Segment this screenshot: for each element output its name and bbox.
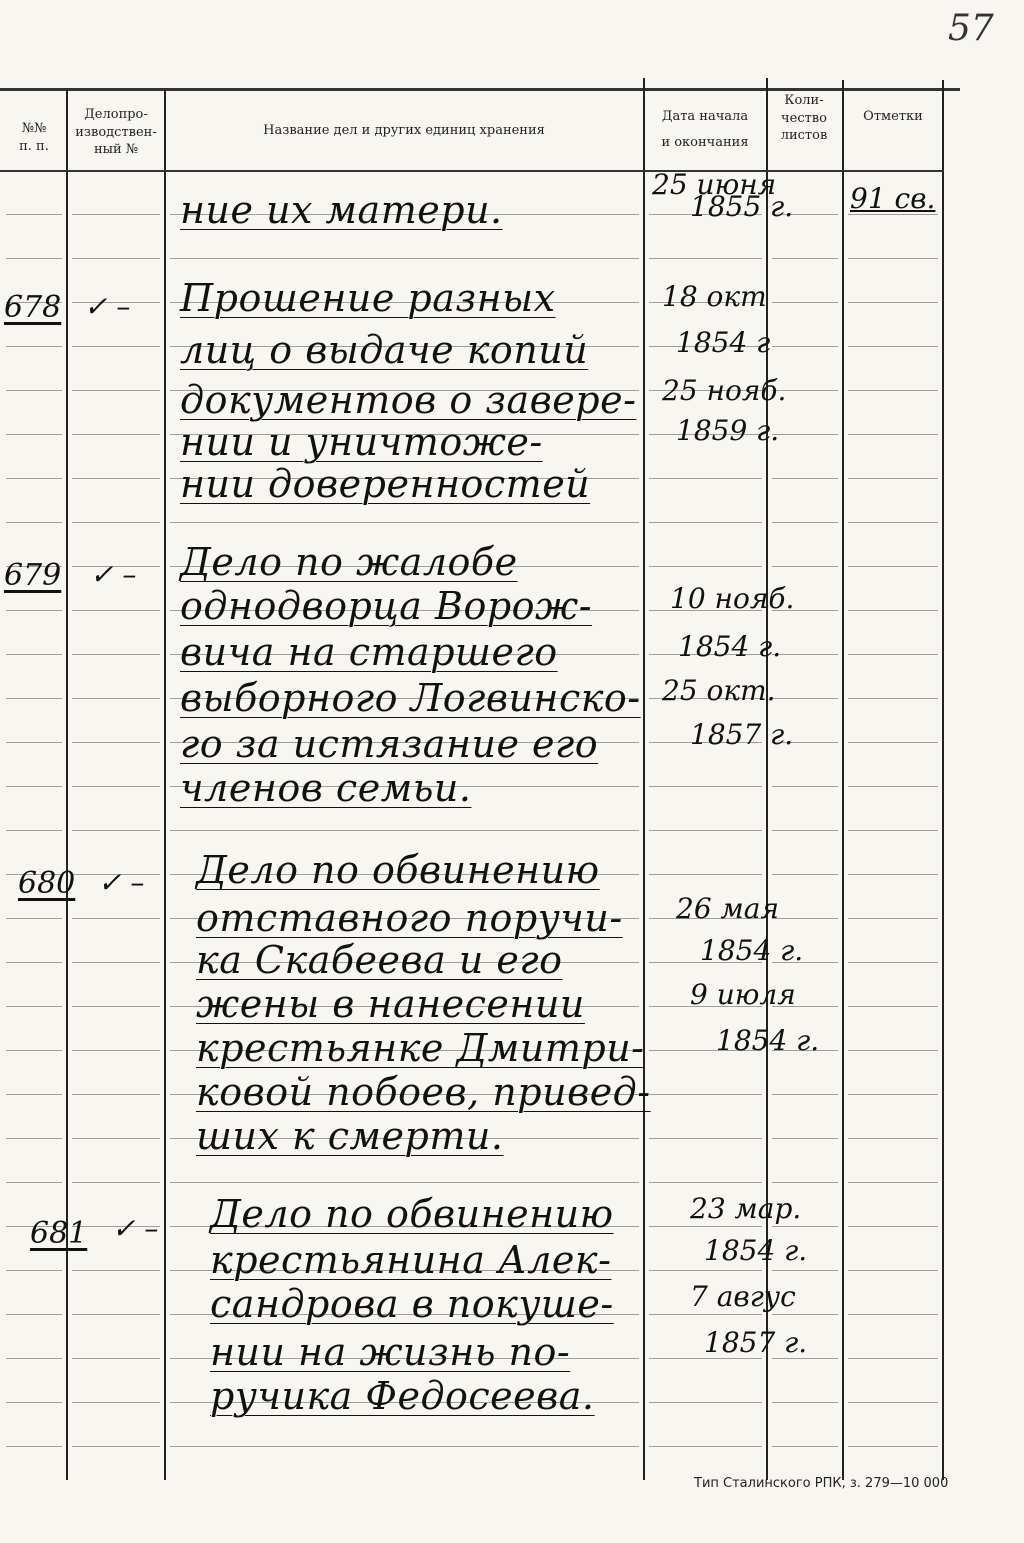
top-rule [0, 88, 960, 91]
ruling-line [772, 874, 838, 875]
entry-679-date: 1857 г. [690, 718, 794, 751]
ruling-line [649, 1094, 762, 1095]
printer-imprint: Тип Сталинского РПК, з. 279—10 000 [694, 1476, 949, 1491]
entry-680-number: 680 [18, 866, 76, 901]
entry-681-date: 1857 г. [704, 1326, 808, 1359]
ruling-line [649, 874, 762, 875]
ruling-line [848, 434, 938, 435]
entry-681-date: 1854 г. [704, 1234, 808, 1267]
entry-680-date: 1854 г. [700, 934, 804, 967]
ruling-line [6, 1182, 62, 1183]
ruling-line [6, 786, 62, 787]
entry-679-number: 679 [4, 558, 62, 593]
ruling-line [649, 1138, 762, 1139]
ruling-line [772, 918, 838, 919]
ruling-line [649, 1446, 762, 1447]
ruling-line [848, 522, 938, 523]
ruling-line [649, 1314, 762, 1315]
ruling-line [649, 1270, 762, 1271]
ruling-line [848, 1050, 938, 1051]
entry-678-check-mark: ✓ – [84, 290, 131, 323]
continuation-title: ние их матери. [180, 188, 503, 232]
ruling-line [772, 1314, 838, 1315]
header-title: Название дел и других единиц хранения [263, 123, 545, 138]
entry-680-date: 1854 г. [716, 1024, 820, 1057]
entry-678-title-line: документов о завере- [180, 378, 637, 422]
header-notes: Отметки [863, 109, 923, 124]
entry-679-title-line: выборного Логвинско- [180, 676, 641, 720]
entry-681-title-line: Дело по обвинению [210, 1192, 614, 1236]
ruling-line [6, 1094, 62, 1095]
page-number: 57 [948, 8, 994, 49]
ruling-line [848, 566, 938, 567]
entry-681-title-line: ручика Федосеева. [210, 1374, 595, 1418]
ruling-line [772, 434, 838, 435]
ruling-line [72, 698, 160, 699]
ruling-line [772, 1446, 838, 1447]
ruling-line [772, 522, 838, 523]
ruling-line [72, 214, 160, 215]
entry-680-check-mark: ✓ – [98, 866, 145, 899]
ruling-line [6, 1314, 62, 1315]
entry-678-title-line: нии доверенностей [180, 462, 591, 506]
ruling-line [6, 610, 62, 611]
header-case-number: Делопро- изводствен- ный № [75, 107, 157, 158]
column-divider [842, 80, 844, 1480]
entry-681-date: 23 мар. [690, 1192, 802, 1225]
ruling-line [848, 302, 938, 303]
ruling-line [772, 786, 838, 787]
ruling-line [6, 434, 62, 435]
ruling-line [772, 1138, 838, 1139]
ruling-line [649, 566, 762, 567]
ruling-line [170, 830, 639, 831]
ruling-line [649, 1182, 762, 1183]
ruling-line [170, 258, 639, 259]
ruling-line [772, 566, 838, 567]
ruling-line [848, 1270, 938, 1271]
ruling-line [72, 1358, 160, 1359]
ruling-line [72, 434, 160, 435]
ruling-line [6, 698, 62, 699]
ruling-line [6, 962, 62, 963]
entry-680-date: 26 мая [676, 892, 779, 925]
ruling-line [772, 1182, 838, 1183]
ruling-line [72, 1094, 160, 1095]
ruling-line [772, 1270, 838, 1271]
ruling-line [6, 1006, 62, 1007]
ruling-line [72, 390, 160, 391]
entry-681-title-line: крестьянина Алек- [210, 1238, 612, 1282]
ruling-line [6, 1050, 62, 1051]
ruling-line [72, 1138, 160, 1139]
ruling-line [649, 830, 762, 831]
ruling-line [72, 1182, 160, 1183]
header-dates: Дата начала и окончания [661, 109, 749, 150]
ruling-line [6, 742, 62, 743]
ruling-line [6, 522, 62, 523]
ruling-line [72, 522, 160, 523]
entry-679-title-line: го за истязание его [180, 722, 599, 766]
column-divider [66, 90, 68, 1480]
ruling-line [6, 478, 62, 479]
ruling-line [772, 258, 838, 259]
entry-678-title-line: Прошение разных [180, 276, 556, 320]
continuation-note: 91 св. [850, 182, 936, 215]
ruling-line [848, 1446, 938, 1447]
ruling-line [772, 1402, 838, 1403]
ruling-line [72, 654, 160, 655]
ruling-line [772, 698, 838, 699]
ruling-line [6, 830, 62, 831]
entry-678-date: 1854 г [676, 326, 771, 359]
entry-679-date: 1854 г. [678, 630, 782, 663]
ruling-line [72, 258, 160, 259]
ruling-line [649, 258, 762, 259]
ruling-line [848, 742, 938, 743]
ruling-line [848, 918, 938, 919]
ruling-line [72, 346, 160, 347]
column-divider [942, 80, 944, 1480]
ruling-line [72, 742, 160, 743]
ruling-line [6, 214, 62, 215]
entry-680-title-line: ковой побоев, привед- [196, 1070, 651, 1114]
ruling-line [772, 346, 838, 347]
ruling-line [848, 1094, 938, 1095]
entry-679-check-mark: ✓ – [90, 558, 137, 591]
ruling-line [649, 786, 762, 787]
entry-681-number: 681 [30, 1216, 88, 1251]
column-divider [643, 78, 645, 1480]
ruling-line [72, 1270, 160, 1271]
ruling-line [772, 478, 838, 479]
entry-680-title-line: Дело по обвинению [196, 848, 600, 892]
ruling-line [848, 1314, 938, 1315]
ruling-line [848, 874, 938, 875]
ruling-line [6, 390, 62, 391]
ruling-line [72, 830, 160, 831]
ruling-line [649, 478, 762, 479]
ruling-line [848, 698, 938, 699]
entry-679-title-line: вича на старшего [180, 630, 558, 674]
ruling-line [772, 302, 838, 303]
ruling-line [649, 1226, 762, 1227]
ruling-line [772, 830, 838, 831]
ruling-line [6, 654, 62, 655]
entry-678-title-line: нии и уничтоже- [180, 420, 543, 464]
entry-681-date: 7 авгус [690, 1280, 796, 1313]
entry-680-title-line: крестьянке Дмитри- [196, 1026, 645, 1070]
ruling-line [6, 918, 62, 919]
entry-681-title-line: сандрова в покуше- [210, 1282, 614, 1326]
entry-678-number: 678 [4, 290, 62, 325]
entry-680-date: 9 июля [690, 978, 796, 1011]
ruling-line [6, 1270, 62, 1271]
ruling-line [72, 962, 160, 963]
entry-678-date: 25 нояб. [662, 374, 787, 407]
ruling-line [6, 346, 62, 347]
ruling-line [72, 1314, 160, 1315]
ruling-line [72, 1446, 160, 1447]
ruling-line [848, 478, 938, 479]
ruling-line [848, 390, 938, 391]
ruling-line [848, 346, 938, 347]
ruling-line [170, 1446, 639, 1447]
ruling-line [848, 1182, 938, 1183]
ruling-line [848, 654, 938, 655]
ruling-line [6, 258, 62, 259]
entry-678-date: 18 окт [662, 280, 767, 313]
entry-679-title-line: однодворца Ворож- [180, 584, 593, 628]
entry-679-title-line: членов семьи. [180, 766, 472, 810]
ruling-line [848, 830, 938, 831]
entry-681-check-mark: ✓ – [112, 1212, 159, 1245]
continuation-date-start: 25 июня [652, 168, 777, 201]
entry-680-title-line: жены в нанесении [196, 982, 585, 1026]
ruling-line [848, 1402, 938, 1403]
entry-680-title-line: ка Скабеева и его [196, 938, 563, 982]
ruling-line [72, 918, 160, 919]
entry-678-date: 1859 г. [676, 414, 780, 447]
entry-680-title-line: отставного поручи- [196, 896, 623, 940]
ruling-line [72, 1006, 160, 1007]
entry-679-title-line: Дело по жалобе [180, 540, 518, 584]
ruling-line [772, 1094, 838, 1095]
entry-678-title-line: лиц о выдаче копий [180, 328, 589, 372]
ruling-line [848, 962, 938, 963]
ruling-line [72, 1050, 160, 1051]
ruling-line [72, 478, 160, 479]
entry-681-title-line: нии на жизнь по- [210, 1330, 571, 1374]
ruling-line [848, 1226, 938, 1227]
entry-679-date: 10 нояб. [670, 582, 795, 615]
ruling-line [848, 1358, 938, 1359]
ruling-line [72, 610, 160, 611]
entry-680-title-line: ших к смерти. [196, 1114, 504, 1158]
ruling-line [6, 1446, 62, 1447]
continuation-date-year: 1855 г. [690, 190, 794, 223]
ruling-line [6, 1358, 62, 1359]
ruling-line [848, 786, 938, 787]
ruling-line [170, 522, 639, 523]
ruling-line [6, 1402, 62, 1403]
ruling-line [772, 1226, 838, 1227]
ruling-line [72, 786, 160, 787]
entry-679-date: 25 окт. [662, 674, 776, 707]
ruling-line [6, 1138, 62, 1139]
ruling-line [649, 522, 762, 523]
header-num: №№ п. п. [19, 121, 49, 154]
ruling-line [72, 1402, 160, 1403]
ruling-line [772, 654, 838, 655]
ruling-line [848, 1006, 938, 1007]
header-rule [0, 170, 944, 172]
column-divider [164, 90, 166, 1480]
ruling-line [649, 1402, 762, 1403]
ruling-line [848, 258, 938, 259]
ruling-line [848, 610, 938, 611]
ruling-line [848, 1138, 938, 1139]
ruling-line [170, 1182, 639, 1183]
header-sheets: Коли- чество листов [780, 93, 828, 144]
